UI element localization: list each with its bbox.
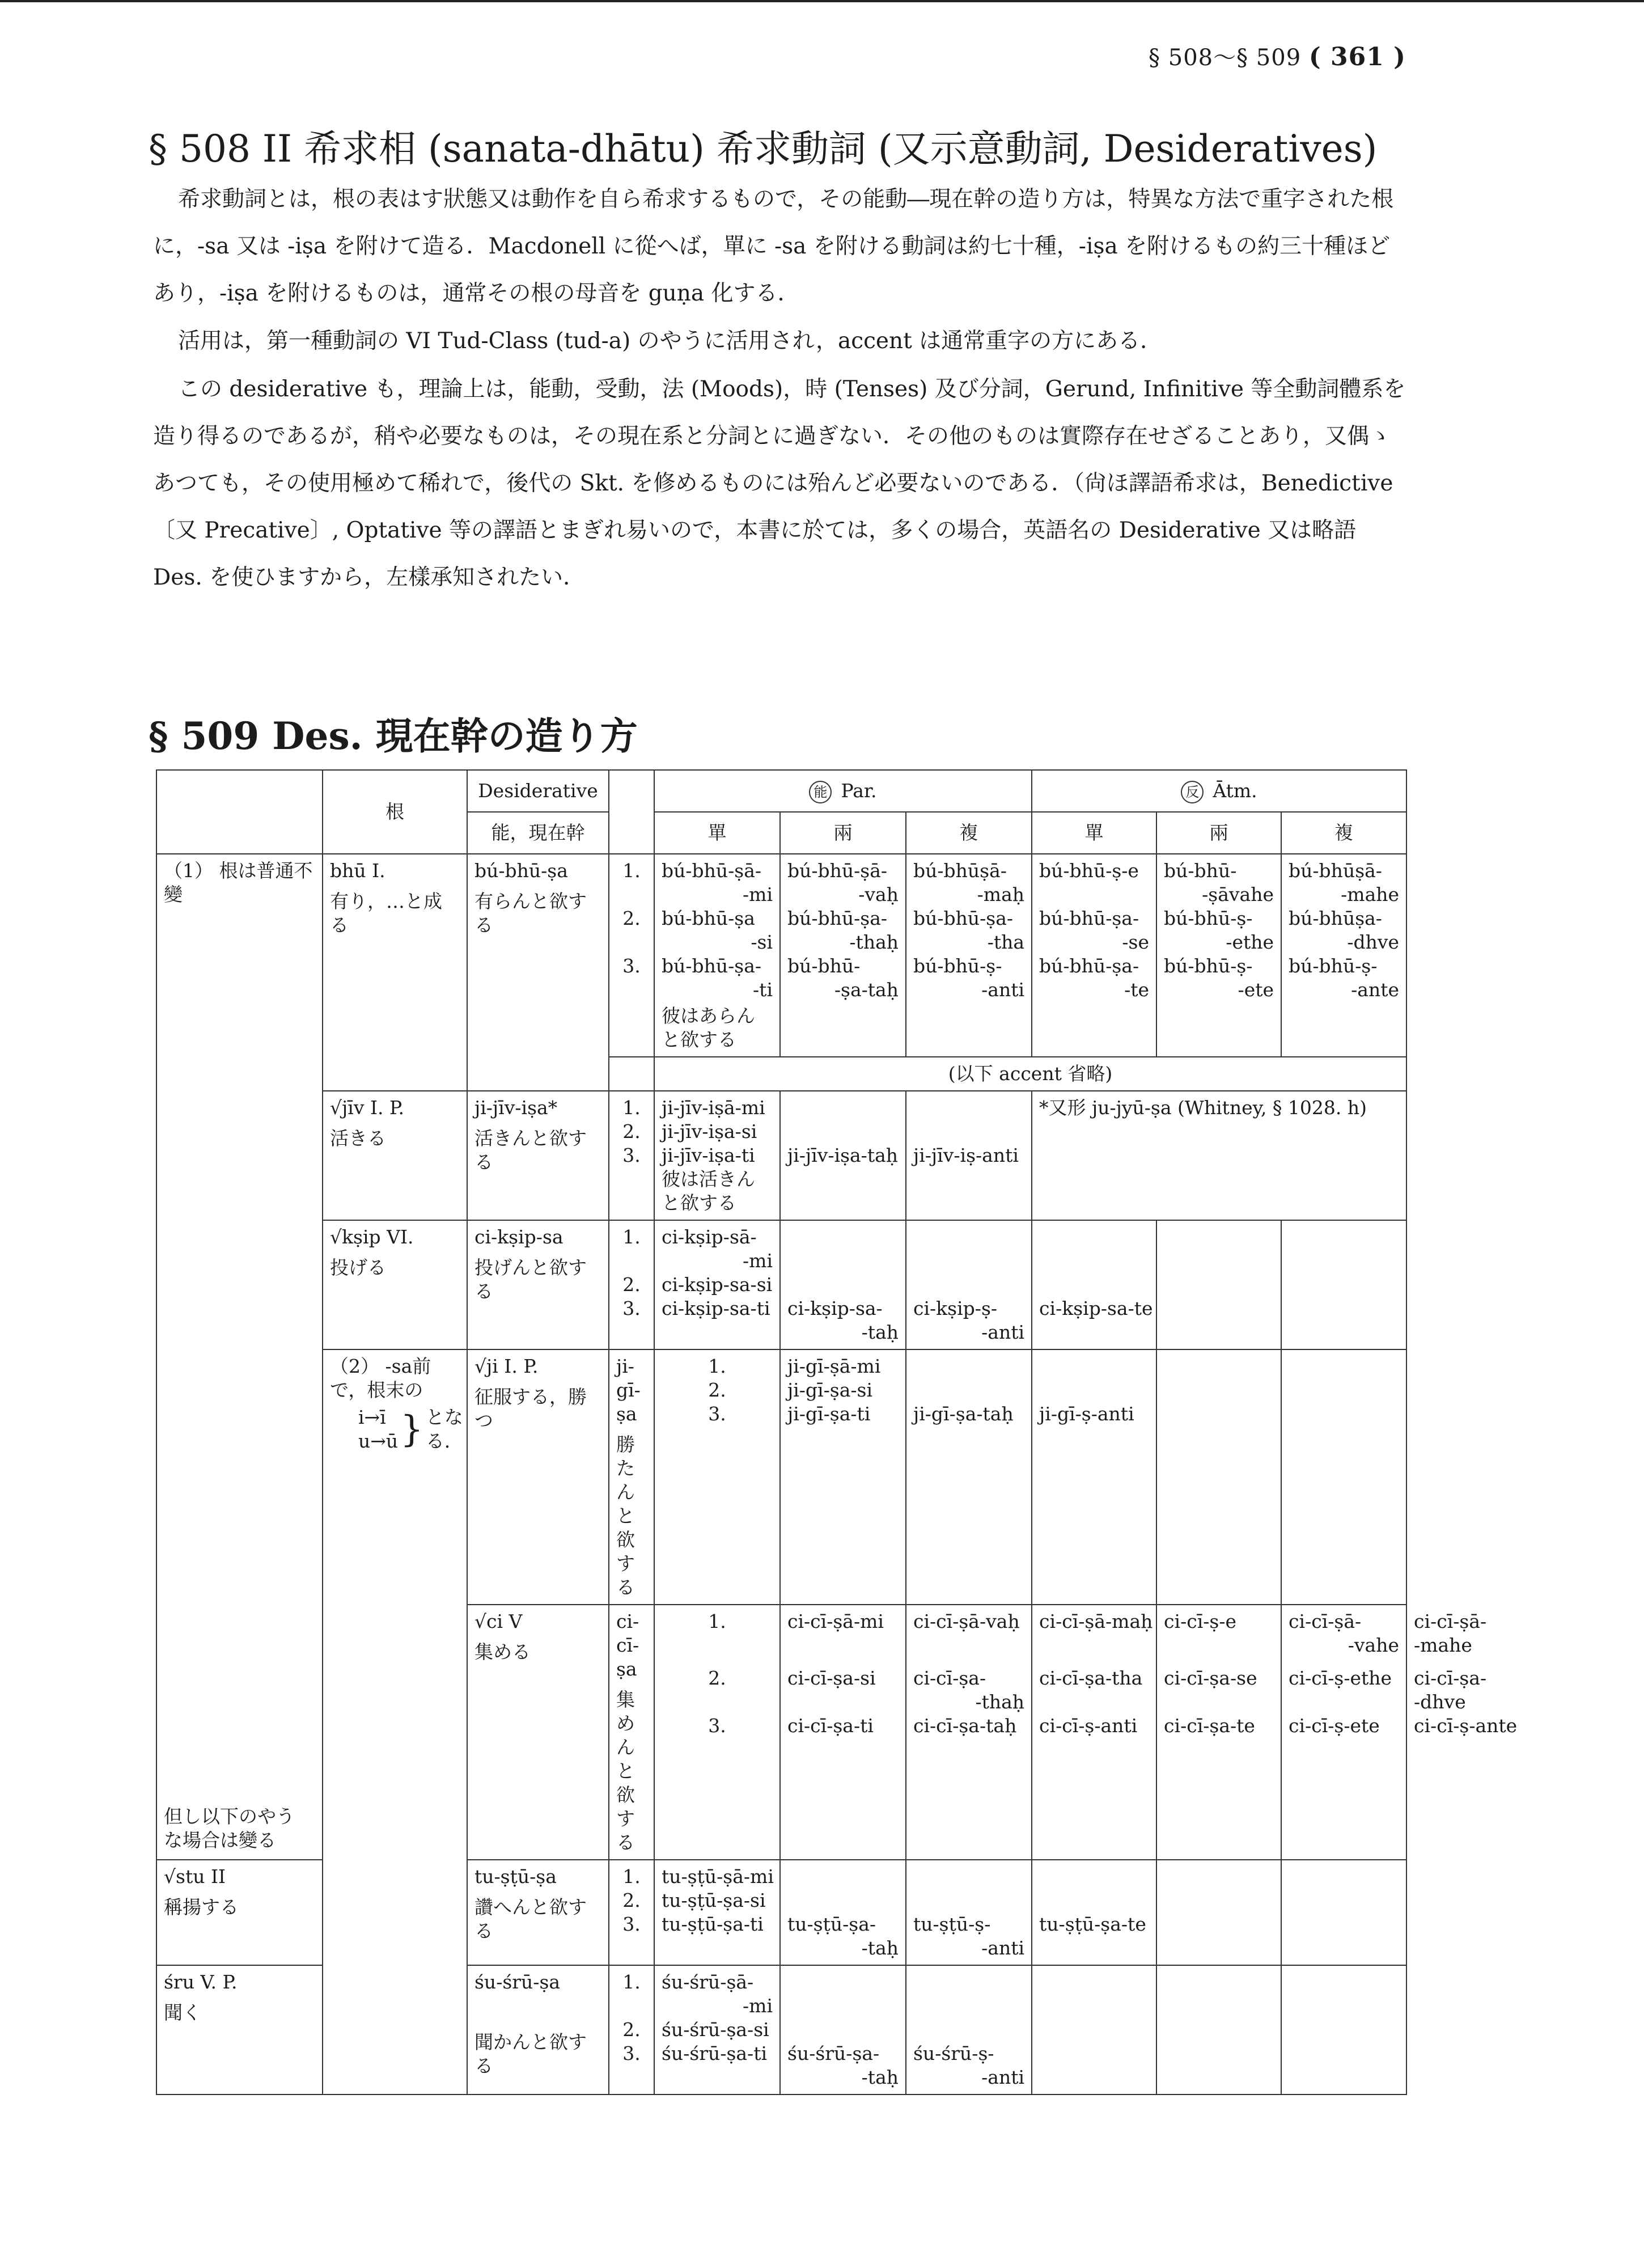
stem-form: bú-bhū-ṣa bbox=[474, 860, 568, 882]
ji-par-sg bbox=[780, 1349, 906, 1605]
form-end: -ṣāvahe bbox=[1202, 883, 1274, 905]
person-nums bbox=[609, 1860, 654, 1965]
form: bú-bhū-ṣa bbox=[662, 907, 755, 929]
root-meaning: 聞く bbox=[164, 2002, 201, 2024]
stu-atm-sg bbox=[1032, 1860, 1156, 1965]
bhu-atm-pl bbox=[1281, 854, 1406, 1057]
section-508-heading: § 508 II 希求相 (sanata-dhātu) 希求動詞 (又示意動詞, Desideratives) bbox=[149, 127, 1378, 171]
form: śu-śrū-ṣa-si bbox=[662, 2019, 769, 2041]
gloss: 彼は活きんと欲する bbox=[662, 1168, 755, 1214]
stem-meaning: 投げんと欲する bbox=[474, 1256, 587, 1302]
form-end: -thaḥ bbox=[975, 1691, 1025, 1713]
group-1-label: （1） 根は普通不變 bbox=[164, 860, 313, 905]
rule-i: i→ī bbox=[358, 1406, 386, 1428]
sru-par-pl bbox=[906, 1965, 1032, 2094]
table-row bbox=[156, 1091, 1406, 1220]
root-ksip bbox=[323, 1220, 467, 1349]
num-2: 2. bbox=[622, 907, 641, 929]
bhu-par-du bbox=[780, 854, 906, 1057]
table-row: √ci V 集める ci-cī-ṣa 集めんと欲する 1. 2. 3. ci-cī-ṣā-mi ci-cī-ṣa-si ci-cī-ṣa-ti ci-cī-ṣā-vaḥ ci-cī-ṣa- -thaḥ ci-cī-ṣa-taḥ ci-cī-ṣā-maḥ ci-cī-ṣa-tha ci-cī-ṣ-anti ci-cī-ṣ-e ci-cī-ṣa-se ci-cī-ṣa-te ci-cī-ṣā- -vahe ci-cī-ṣ-ethe ci-cī-ṣ-ete ci-cī-ṣā- -mahe ci-cī-ṣa- -dhve ci-cī-ṣ-ante bbox=[156, 1605, 1406, 1860]
header-num-col bbox=[609, 770, 654, 854]
form: ci-cī-ṣa-si bbox=[787, 1667, 876, 1689]
stem-jiv bbox=[467, 1091, 609, 1220]
form: tu-ṣṭū-ṣa- bbox=[787, 1913, 876, 1935]
section-508-para-3: この desiderative も，理論上は，能動，受動，法 (Moods)，時 (Tenses) 及び分詞，Gerund, Infinitive 等全動詞體系を造り得るのであるが，稍や必要なものは，その現在系と分詞とに過ぎない．その他のものは實際存在せざることあり，又偶ゝあつても，その使用極めて稀れで，後代の Skt. を修めるものには殆んど必要ないのである．（尙ほ譯語希求は，Benedictive〔又 Precative〕, Optative 等の譯語とまぎれ易いので，本書に於ては，多くの場合，英語名の Desiderative 又は略語 Des. を使ひますから，左樣承知されたい． bbox=[153, 376, 1406, 590]
form: ji-jīv-iṣa-ti bbox=[662, 1144, 755, 1166]
form: bú-bhū- bbox=[1164, 860, 1237, 882]
form: ci-kṣip-sa-si bbox=[662, 1273, 773, 1296]
brace-icon: } bbox=[400, 1408, 423, 1450]
form: tu-ṣṭū-ṣa-si bbox=[662, 1889, 766, 1911]
form: ji-jīv-iṣā-mi bbox=[662, 1097, 765, 1119]
stem-meaning: 聞かんと欲する bbox=[474, 2031, 587, 2077]
bhu-atm-du bbox=[1156, 854, 1281, 1057]
root-meaning: 活きる bbox=[330, 1127, 386, 1149]
form-end: -ante bbox=[1351, 979, 1400, 1001]
atm-mark: 反 bbox=[1181, 781, 1204, 803]
running-header bbox=[1149, 40, 1406, 72]
form-end: -si bbox=[751, 931, 773, 953]
form: ci-cī-ṣā-mi bbox=[787, 1610, 884, 1632]
stem-bhu bbox=[467, 854, 609, 1091]
num-2: 2. bbox=[622, 1273, 641, 1296]
stem-ji bbox=[609, 1349, 654, 1605]
form: śu-śrū-ṣā- bbox=[662, 1971, 754, 1993]
num-3: 3. bbox=[622, 955, 641, 977]
header-par-pl: 複 bbox=[906, 812, 1032, 854]
person-nums bbox=[609, 1091, 654, 1220]
header-atm-sg: 單 bbox=[1032, 812, 1156, 854]
stem-form: tu-ṣṭū-ṣa bbox=[474, 1865, 557, 1888]
header-root: 根 bbox=[323, 770, 467, 854]
form: bú-bhū-ṣa- bbox=[662, 955, 762, 977]
stu-par-pl bbox=[906, 1860, 1032, 1965]
form-end: -ete bbox=[1238, 979, 1274, 1001]
header-par-du: 兩 bbox=[780, 812, 906, 854]
root-meaning: 投げる bbox=[330, 1256, 386, 1279]
num-2: 2. bbox=[708, 1667, 726, 1689]
stem-meaning: 集めんと欲する bbox=[616, 1689, 635, 1854]
sru-atm-du bbox=[1156, 1965, 1281, 2094]
form-end: -vaḥ bbox=[858, 883, 899, 905]
form: ci-kṣip-sa-ti bbox=[662, 1297, 770, 1319]
root-name: √kṣip VI. bbox=[330, 1226, 414, 1248]
stem-form: ji-jīv-iṣa* bbox=[474, 1097, 558, 1119]
form: bú-bhūṣā- bbox=[913, 860, 1007, 882]
form: ji-jīv-iṣa-taḥ bbox=[787, 1144, 899, 1166]
atm-label: Ātm. bbox=[1213, 779, 1257, 802]
root-name: √ji I. P. bbox=[474, 1355, 539, 1377]
ji-atm-du bbox=[1281, 1349, 1406, 1605]
header-des-sub: 能，現在幹 bbox=[467, 812, 609, 854]
ci-atm-du bbox=[1281, 1605, 1406, 1860]
num-3: 3. bbox=[708, 1403, 726, 1425]
stem-stu bbox=[467, 1860, 609, 1965]
form-end: -mahe bbox=[1341, 883, 1400, 905]
num-1: 1. bbox=[622, 860, 641, 882]
stem-meaning: 有らんと欲する bbox=[474, 890, 587, 936]
jiv-side-note: *又形 ju-jyū-ṣa (Whitney, § 1028. h) bbox=[1032, 1091, 1406, 1220]
form-end: -mi bbox=[743, 1995, 773, 2017]
form-end: -anti bbox=[981, 2066, 1025, 2088]
form: ji-gī-ṣā-mi bbox=[787, 1355, 881, 1377]
root-sru bbox=[156, 1965, 323, 2094]
form: ci-cī-ṣā-vaḥ bbox=[913, 1610, 1020, 1632]
root-meaning: 集める bbox=[474, 1641, 531, 1663]
stem-ci bbox=[609, 1605, 654, 1860]
num-1: 1. bbox=[708, 1355, 726, 1377]
form: ci-cī-ṣ-anti bbox=[1039, 1715, 1138, 1737]
form-end: -anti bbox=[981, 1937, 1025, 1959]
stem-meaning: 活きんと欲する bbox=[474, 1127, 587, 1173]
form: tu-ṣṭū-ṣ- bbox=[913, 1913, 991, 1935]
form: bú-bhū-ṣ- bbox=[1164, 955, 1253, 977]
num-2: 2. bbox=[622, 1889, 641, 1911]
num-3: 3. bbox=[708, 1715, 726, 1737]
form: ci-cī-ṣa-se bbox=[1164, 1667, 1257, 1689]
form: ji-gī-ṣ-anti bbox=[1039, 1403, 1134, 1425]
form: ci-kṣip-sā- bbox=[662, 1226, 757, 1248]
jiv-par-pl bbox=[906, 1091, 1032, 1220]
ksip-par-sg bbox=[654, 1220, 780, 1349]
num-2: 2. bbox=[622, 1120, 641, 1143]
stu-atm-du bbox=[1156, 1860, 1281, 1965]
ksip-par-pl bbox=[906, 1220, 1032, 1349]
group-2-rule bbox=[358, 1406, 463, 1453]
running-header-sections: § 508～§ 509 bbox=[1149, 45, 1302, 71]
stu-par-du bbox=[780, 1860, 906, 1965]
form-end: -ṣa-taḥ bbox=[834, 979, 899, 1001]
form: bú-bhūṣā- bbox=[1289, 860, 1382, 882]
rule-u: u→ū bbox=[358, 1430, 399, 1452]
header-atm-pl: 複 bbox=[1281, 812, 1406, 854]
form: ci-cī-ṣa-tha bbox=[1039, 1667, 1143, 1689]
person-nums bbox=[609, 1965, 654, 2094]
header-atm-du: 兩 bbox=[1156, 812, 1281, 854]
ksip-atm-sg bbox=[1032, 1220, 1156, 1349]
form: ci-cī-ṣa-te bbox=[1164, 1715, 1255, 1737]
num-3: 3. bbox=[622, 1297, 641, 1319]
person-nums bbox=[654, 1605, 780, 1860]
form: ji-gī-ṣa-taḥ bbox=[913, 1403, 1014, 1425]
root-name: śru V. P. bbox=[164, 1971, 238, 1993]
root-ji bbox=[467, 1349, 609, 1605]
num-1: 1. bbox=[622, 1971, 641, 1993]
form-end: -thaḥ bbox=[849, 931, 899, 953]
section-509-heading: § 509 Des. 現在幹の造り方 bbox=[149, 713, 638, 758]
person-nums bbox=[609, 854, 654, 1057]
stem-ksip bbox=[467, 1220, 609, 1349]
stem-sru bbox=[467, 1965, 609, 2094]
root-ci bbox=[467, 1605, 609, 1860]
bhu-atm-sg bbox=[1032, 854, 1156, 1057]
sru-par-sg bbox=[654, 1965, 780, 2094]
table-row bbox=[156, 1349, 1406, 1605]
form-end: -ethe bbox=[1226, 931, 1274, 953]
num-3: 3. bbox=[622, 1913, 641, 1935]
form: śu-śrū-ṣ- bbox=[913, 2042, 994, 2064]
form: bú-bhū-ṣ- bbox=[913, 955, 1002, 977]
section-508-para-2: 活用は，第一種動詞の VI Tud-Class (tud-a) のやうに活用され，accent は通常重字の方にある． bbox=[178, 328, 1163, 354]
form: ji-jīv-iṣ-anti bbox=[913, 1144, 1019, 1166]
form: ci-cī-ṣa- bbox=[913, 1667, 986, 1689]
stem-meaning: 勝たんと欲する bbox=[616, 1433, 635, 1598]
form: ci-cī-ṣa-ti bbox=[787, 1715, 874, 1737]
person-nums bbox=[654, 1349, 780, 1605]
par-label: Par. bbox=[841, 779, 877, 802]
group-1-cell bbox=[156, 854, 323, 1860]
top-rule bbox=[0, 0, 1644, 2]
form: ci-cī-ṣā-maḥ bbox=[1039, 1610, 1153, 1632]
form: bú-bhū-ṣa- bbox=[913, 907, 1014, 929]
bhu-par-pl bbox=[906, 854, 1032, 1057]
stem-meaning: 讚へんと欲する bbox=[474, 1896, 587, 1942]
form-end: -mi bbox=[743, 883, 773, 905]
form: tu-ṣṭū-ṣa-te bbox=[1039, 1913, 1146, 1935]
form: ci-kṣip-sa-te bbox=[1039, 1297, 1153, 1319]
group-2-cell bbox=[323, 1349, 467, 2094]
bhu-par-sg bbox=[654, 854, 780, 1057]
root-name: √jīv I. P. bbox=[330, 1097, 404, 1119]
ci-par-du bbox=[906, 1605, 1032, 1860]
form: ci-cī-ṣ-ete bbox=[1289, 1715, 1380, 1737]
root-stu bbox=[156, 1860, 323, 1965]
num-2: 2. bbox=[622, 2019, 641, 2041]
ci-par-pl bbox=[1032, 1605, 1156, 1860]
desiderative-table bbox=[156, 769, 1518, 2095]
root-jiv bbox=[323, 1091, 467, 1220]
stem-form: ci-cī-ṣa bbox=[616, 1610, 639, 1680]
form: ci-cī-ṣā- bbox=[1289, 1610, 1362, 1632]
form: ji-gī-ṣa-ti bbox=[787, 1403, 871, 1425]
form: ci-cī-ṣ-ethe bbox=[1289, 1667, 1392, 1689]
form: bú-bhū-ṣ- bbox=[1164, 907, 1253, 929]
group-1-note: 但し以下のやうな場合は變る bbox=[164, 1805, 295, 1851]
form: śu-śrū-ṣa- bbox=[787, 2042, 880, 2064]
stem-form: ci-kṣip-sa bbox=[474, 1226, 563, 1248]
gloss: 彼はあらんと欲する bbox=[662, 1005, 755, 1051]
root-bhu bbox=[323, 854, 467, 1091]
form: ci-cī-ṣ-e bbox=[1164, 1610, 1237, 1632]
sru-par-du bbox=[780, 1965, 906, 2094]
form-end: -ti bbox=[753, 979, 773, 1001]
form-end: -se bbox=[1122, 931, 1150, 953]
form-end: -mi bbox=[743, 1250, 773, 1272]
stem-form: śu-śrū-ṣa bbox=[474, 1971, 561, 1993]
root-meaning: 征服する，勝つ bbox=[474, 1386, 587, 1432]
rule-suffix: となる． bbox=[425, 1406, 463, 1452]
ji-par-du bbox=[906, 1349, 1032, 1605]
jiv-par-sg bbox=[654, 1091, 780, 1220]
form: bú-bhū-ṣa- bbox=[1039, 955, 1139, 977]
ci-atm-sg bbox=[1156, 1605, 1281, 1860]
form: bú-bhū-ṣ-e bbox=[1039, 860, 1139, 882]
num-3: 3. bbox=[622, 1144, 641, 1166]
num-1: 1. bbox=[708, 1610, 726, 1632]
ci-par-sg bbox=[780, 1605, 906, 1860]
form: bú-bhūṣa- bbox=[1289, 907, 1382, 929]
form: bú-bhū-ṣā- bbox=[662, 860, 762, 882]
form-end: -te bbox=[1124, 979, 1150, 1001]
person-nums bbox=[609, 1220, 654, 1349]
group-2-label: （2） -sa前で，根末の bbox=[330, 1355, 431, 1401]
form: ji-gī-ṣa-si bbox=[787, 1379, 873, 1401]
root-meaning: 有り，…と成る bbox=[330, 890, 442, 936]
ji-atm-sg bbox=[1156, 1349, 1281, 1605]
sru-atm-sg bbox=[1032, 1965, 1156, 2094]
ji-par-pl bbox=[1032, 1349, 1156, 1605]
form: bú-bhū-ṣa- bbox=[787, 907, 888, 929]
form: bú-bhū-ṣa- bbox=[1039, 907, 1139, 929]
num-1: 1. bbox=[622, 1226, 641, 1248]
form: bú-bhū-ṣ- bbox=[1289, 955, 1378, 977]
form: tu-ṣṭū-ṣā-mi bbox=[662, 1865, 774, 1888]
num-1: 1. bbox=[622, 1097, 641, 1119]
form-end: -taḥ bbox=[861, 1321, 899, 1343]
spacer bbox=[609, 1057, 654, 1091]
accent-note: (以下 accent 省略) bbox=[654, 1057, 1406, 1091]
form: ci-cī-ṣa-taḥ bbox=[913, 1715, 1017, 1737]
header-row-1 bbox=[156, 770, 1406, 812]
sru-atm-pl bbox=[1281, 1965, 1406, 2094]
header-group-col bbox=[156, 770, 323, 854]
par-mark: 能 bbox=[809, 781, 832, 803]
num-2: 2. bbox=[708, 1379, 726, 1401]
form-end: -anti bbox=[981, 979, 1025, 1001]
jiv-par-du bbox=[780, 1091, 906, 1220]
page-number: ( 361 ) bbox=[1308, 43, 1406, 71]
form-end: -dhve bbox=[1347, 931, 1400, 953]
form: ji-jīv-iṣa-si bbox=[662, 1120, 757, 1143]
ksip-par-du bbox=[780, 1220, 906, 1349]
header-par bbox=[654, 770, 1032, 812]
num-3: 3. bbox=[622, 2042, 641, 2064]
form-end: -anti bbox=[981, 1321, 1025, 1343]
header-atm bbox=[1032, 770, 1406, 812]
table-row bbox=[156, 854, 1406, 1057]
root-name: √stu II bbox=[164, 1865, 226, 1888]
form-end: -taḥ bbox=[861, 2066, 899, 2088]
stu-atm-pl bbox=[1281, 1860, 1406, 1965]
table-row bbox=[156, 1220, 1406, 1349]
form: bú-bhū- bbox=[787, 955, 861, 977]
root-meaning: 稱揚する bbox=[164, 1896, 239, 1918]
form: tu-ṣṭū-ṣa-ti bbox=[662, 1913, 764, 1935]
form-end: -vahe bbox=[1348, 1634, 1400, 1656]
form-end: -tha bbox=[987, 931, 1025, 953]
form: ci-kṣip-ṣ- bbox=[913, 1297, 998, 1319]
group-2-rules bbox=[358, 1406, 398, 1453]
num-1: 1. bbox=[622, 1865, 641, 1888]
form: bú-bhū-ṣā- bbox=[787, 860, 888, 882]
root-name: bhū I. bbox=[330, 860, 385, 882]
header-desiderative: Desiderative bbox=[467, 770, 609, 812]
form-end: -maḥ bbox=[977, 883, 1025, 905]
section-508-para-1: 希求動詞とは，根の表はす狀態又は動作を自ら希求するもので，その能動―現在幹の造り方は，特異な方法で重字された根に，-sa 又は -iṣa を附けて造る．Macdonell に從へば，單に -sa を附ける動詞は約七十種，-iṣa を附けるもの約三十種ほどあり，-iṣa を附けるものは，通常その根の母音を guṇa 化する． bbox=[153, 187, 1394, 306]
header-par-sg: 單 bbox=[654, 812, 780, 854]
root-name: √ci V bbox=[474, 1610, 523, 1632]
form: śu-śrū-ṣa-ti bbox=[662, 2042, 768, 2064]
ksip-atm-du bbox=[1156, 1220, 1281, 1349]
stu-par-sg bbox=[654, 1860, 780, 1965]
stem-form: ji-gī-ṣa bbox=[616, 1355, 641, 1425]
ksip-atm-pl bbox=[1281, 1220, 1406, 1349]
form-end: -taḥ bbox=[861, 1937, 899, 1959]
form: ci-kṣip-sa- bbox=[787, 1297, 883, 1319]
